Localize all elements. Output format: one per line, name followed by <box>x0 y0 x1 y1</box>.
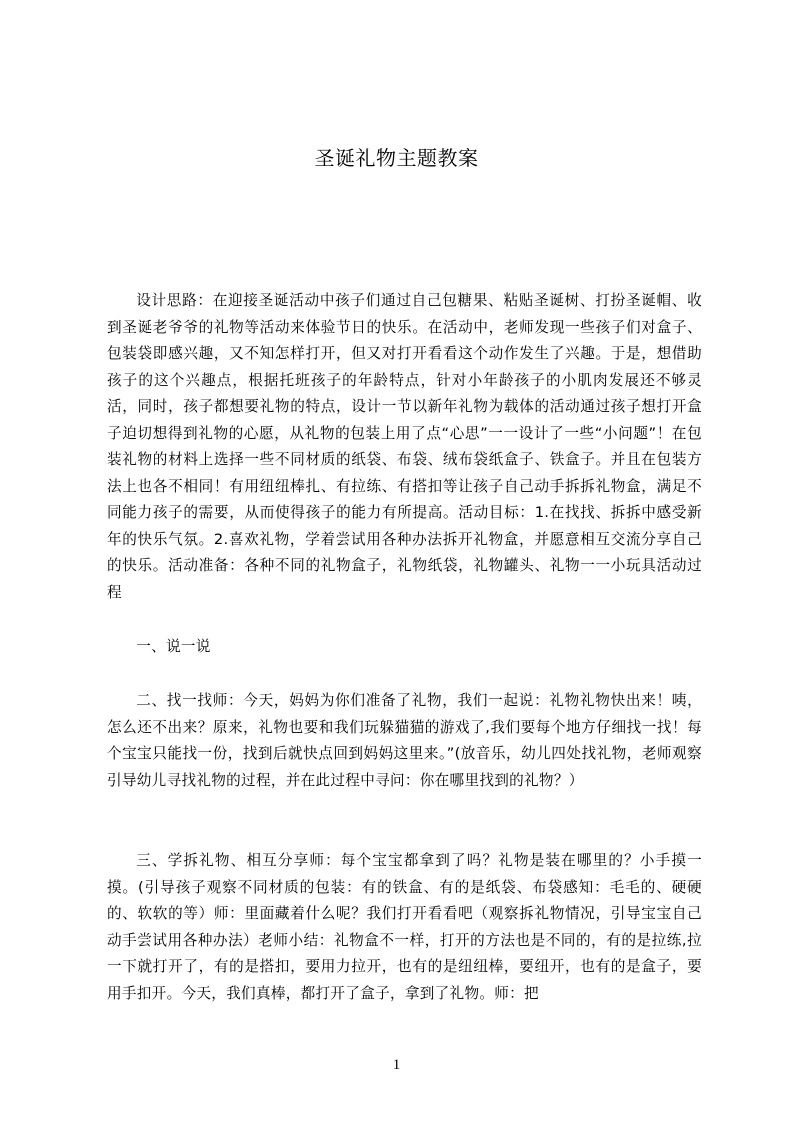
paragraph-design-rationale: 设计思路：在迎接圣诞活动中孩子们通过自己包糖果、粘贴圣诞树、打扮圣诞帽、收到圣诞老爷爷的礼物等活动来体验节日的快乐。在活动中，老师发现一些孩子们对盒子、包装袋即感兴趣，又不知怎样打开，但又对打开看看这个动作发生了兴趣。于是，想借助孩子的这个兴趣点，根据托班孩子的年龄特点，针对小年龄孩子的小肌肉发展还不够灵活，同时，孩子都想要礼物的特点，设计一节以新年礼物为载体的活动通过孩子想打开盒子迫切想得到礼物的心愿，从礼物的包装上用了点“心思”一一设计了一些“小问题”！在包装礼物的材料上选择一些不同材质的纸袋、布袋、绒布袋纸盒子、铁盒子。并且在包装方法上也各不相同！有用纽纽棒扎、有拉练、有搭扣等让孩子自己动手拆拆礼物盒，满足不同能力孩子的需要，从而使得孩子的能力有所提高。活动目标：1.在找找、拆拆中感受新年的快乐气氛。2.喜欢礼物，学着尝试用各种办法拆开礼物盒，并愿意相互交流分享自己的快乐。活动准备：各种不同的礼物盒子，礼物纸袋，礼物罐头、礼物一一小玩具活动过程 <box>107 292 702 601</box>
paragraph-section-three: 三、学拆礼物、相互分享师：每个宝宝都拿到了吗？礼物是装在哪里的？小手摸一摸。(引导孩子观察不同材质的包装：有的铁盒、有的是纸袋、布袋感知：毛毛的、硬硬的、软软的等）师：里面藏着什么呢？我们打开看看吧（观察拆礼物情况，引导宝宝自己动手尝试用各种办法）老师小结：礼物盒不一样，打开的方法也是不同的，有的是拉练,拉一下就打开了，有的是搭扣，要用力拉开，也有的是纽纽棒，要纽开，也有的是盒子，要用手扣开。今天，我们真棒，都打开了盒子，拿到了礼物。师：把 <box>107 852 702 1002</box>
paragraph-section-two: 二、找一找师：今天，妈妈为你们准备了礼物，我们一起说：礼物礼物快出来！咦，怎么还不出来？原来，礼物也要和我们玩躲猫猫的游戏了,我们要每个地方仔细找一找！每个宝宝只能找一份，找到后就快点回到妈妈这里来。”(放音乐，幼儿四处找礼物，老师观察引导幼儿寻找礼物的过程，并在此过程中寻问：你在哪里找到的礼物？） <box>107 692 702 789</box>
document-title: 圣诞礼物主题教案 <box>314 146 479 170</box>
paragraph-section-one: 一、说一说 <box>136 638 211 655</box>
page-number: 1 <box>392 1057 401 1073</box>
